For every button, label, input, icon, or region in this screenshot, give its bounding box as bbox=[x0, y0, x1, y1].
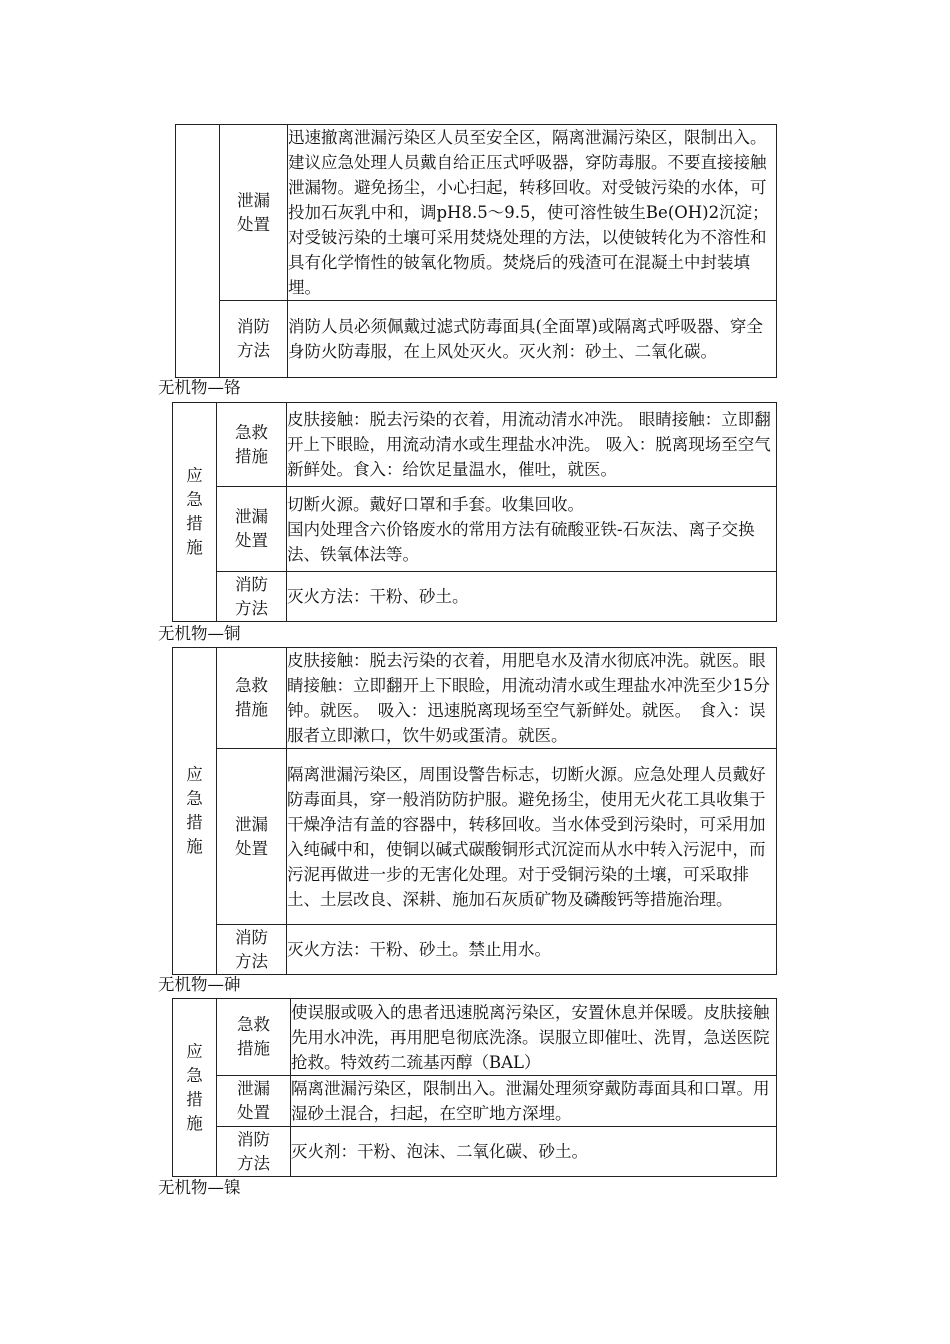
group-label-cell bbox=[173, 403, 217, 622]
row-label-cell bbox=[217, 487, 287, 572]
group-label: 应急措施 bbox=[186, 1041, 203, 1133]
row-label: 消防方法 bbox=[234, 927, 268, 971]
row-text: 皮肤接触：脱去污染的衣着，用流动清水冲洗。 眼睛接触：立即翻开上下眼睑，用流动清水或生理盐水冲洗。 吸入：脱离现场至空气新鲜处。食入：给饮足量温水，催吐，就医。 bbox=[287, 403, 777, 487]
section-caption: 无机物—铜 bbox=[158, 624, 241, 643]
row-text: 消防人员必须佩戴过滤式防毒面具(全面罩)或隔离式呼吸器、穿全身防火防毒服，在上风处灭火。灭火剂：砂土、二氧化碳。 bbox=[288, 301, 777, 378]
table-row bbox=[173, 1127, 777, 1177]
row-text: 灭火方法：干粉、砂土。禁止用水。 bbox=[287, 925, 777, 975]
row-text-2: 国内处理含六价铬废水的常用方法有硫酸亚铁-石灰法、离子交换法、铁氧体法等。 bbox=[287, 519, 755, 564]
table-row bbox=[173, 999, 777, 1076]
row-label-cell bbox=[220, 125, 288, 301]
row-text: 灭火方法：干粉、砂土。 bbox=[287, 572, 777, 622]
row-label-cell bbox=[217, 925, 287, 975]
row-text-cell bbox=[287, 487, 777, 572]
row-label: 消防方法 bbox=[236, 317, 270, 360]
row-label-cell bbox=[220, 301, 288, 378]
table-row bbox=[176, 301, 777, 378]
row-text: 隔离泄漏污染区，限制出入。泄漏处理须穿戴防毒面具和口罩。用湿砂土混合，扫起，在空旷地方深埋。 bbox=[291, 1076, 777, 1127]
row-label-cell bbox=[217, 749, 287, 925]
row-label-cell bbox=[217, 403, 287, 487]
table-row bbox=[176, 125, 777, 301]
row-label: 急救措施 bbox=[234, 422, 268, 466]
table-row bbox=[173, 648, 777, 749]
table-row bbox=[173, 487, 777, 572]
row-text: 迅速撤离泄漏污染区人员至安全区，隔离泄漏污染区，限制出入。建议应急处理人员戴自给正压式呼吸器，穿防毒服。不要直接接触泄漏物。避免扬尘，小心扫起，转移回收。对受铍污染的水体，可投加石灰乳中和，调pH8.5～9.5，使可溶性铍生Be(OH)2沉淀；对受铍污染的土壤可采用焚烧处理的方法，以使铍转化为不溶性和具有化学惰性的铍氧化物质。焚烧后的残渣可在混凝土中封装填埋。 bbox=[288, 125, 777, 301]
group-label: 应急措施 bbox=[186, 765, 203, 856]
row-label-cell bbox=[217, 1127, 291, 1177]
row-label: 消防方法 bbox=[236, 1129, 270, 1173]
row-text: 隔离泄漏污染区，周围设警告标志，切断火源。应急处理人员戴好防毒面具，穿一般消防防护服。避免扬尘，使用无火花工具收集于干燥净洁有盖的容器中，转移回收。当水体受到污染时，可采用加入纯碱中和，使铜以碱式碳酸铜形式沉淀而从水中转入污泥中，而污泥再做进一步的无害化处理。对于受铜污染的土壤，可采取排土、土层改良、深耕、施加石灰质矿物及磷酸钙等措施治理。 bbox=[287, 749, 777, 925]
table-row bbox=[173, 925, 777, 975]
row-label: 消防方法 bbox=[234, 574, 268, 618]
row-label-cell bbox=[217, 1076, 291, 1127]
row-label: 泄漏处置 bbox=[234, 507, 268, 550]
row-text: 切断火源。戴好口罩和手套。收集回收。 bbox=[287, 494, 584, 514]
section-caption: 无机物—砷 bbox=[158, 975, 241, 994]
chromium-table bbox=[172, 402, 777, 622]
row-label-cell bbox=[217, 572, 287, 622]
group-label-cell bbox=[176, 125, 220, 378]
row-text: 使误服或吸入的患者迅速脱离污染区，安置休息并保暖。皮肤接触先用水冲洗，再用肥皂彻底洗涤。误服立即催吐、洗胃，急送医院抢救。特效药二巯基丙醇（BAL） bbox=[291, 999, 777, 1076]
table-row bbox=[173, 1076, 777, 1127]
row-label: 泄漏处置 bbox=[234, 814, 268, 858]
group-label: 应急措施 bbox=[186, 466, 203, 557]
section-caption: 无机物—镍 bbox=[158, 1178, 241, 1197]
row-label: 急救措施 bbox=[234, 676, 268, 719]
beryllium-table bbox=[175, 124, 777, 378]
group-label-cell bbox=[173, 999, 217, 1177]
table-row bbox=[173, 403, 777, 487]
row-text: 皮肤接触：脱去污染的衣着，用肥皂水及清水彻底冲洗。就医。眼睛接触：立即翻开上下眼睑，用流动清水或生理盐水冲洗至少15分钟。就医。 吸入：迅速脱离现场至空气新鲜处。就医。 食入：误服者立即漱口，饮牛奶或蛋清。就医。 bbox=[287, 648, 777, 749]
row-label: 泄漏处置 bbox=[236, 1079, 270, 1122]
copper-table bbox=[172, 647, 777, 975]
row-label-cell bbox=[217, 999, 291, 1076]
row-label: 急救措施 bbox=[236, 1015, 270, 1058]
row-text: 灭火剂：干粉、泡沫、二氧化碳、砂土。 bbox=[291, 1127, 777, 1177]
table-row bbox=[173, 749, 777, 925]
group-label-cell bbox=[173, 648, 217, 975]
row-label: 泄漏处置 bbox=[236, 190, 270, 234]
arsenic-table bbox=[172, 998, 777, 1177]
section-caption: 无机物—铬 bbox=[158, 378, 241, 397]
row-label-cell bbox=[217, 648, 287, 749]
table-row bbox=[173, 572, 777, 622]
